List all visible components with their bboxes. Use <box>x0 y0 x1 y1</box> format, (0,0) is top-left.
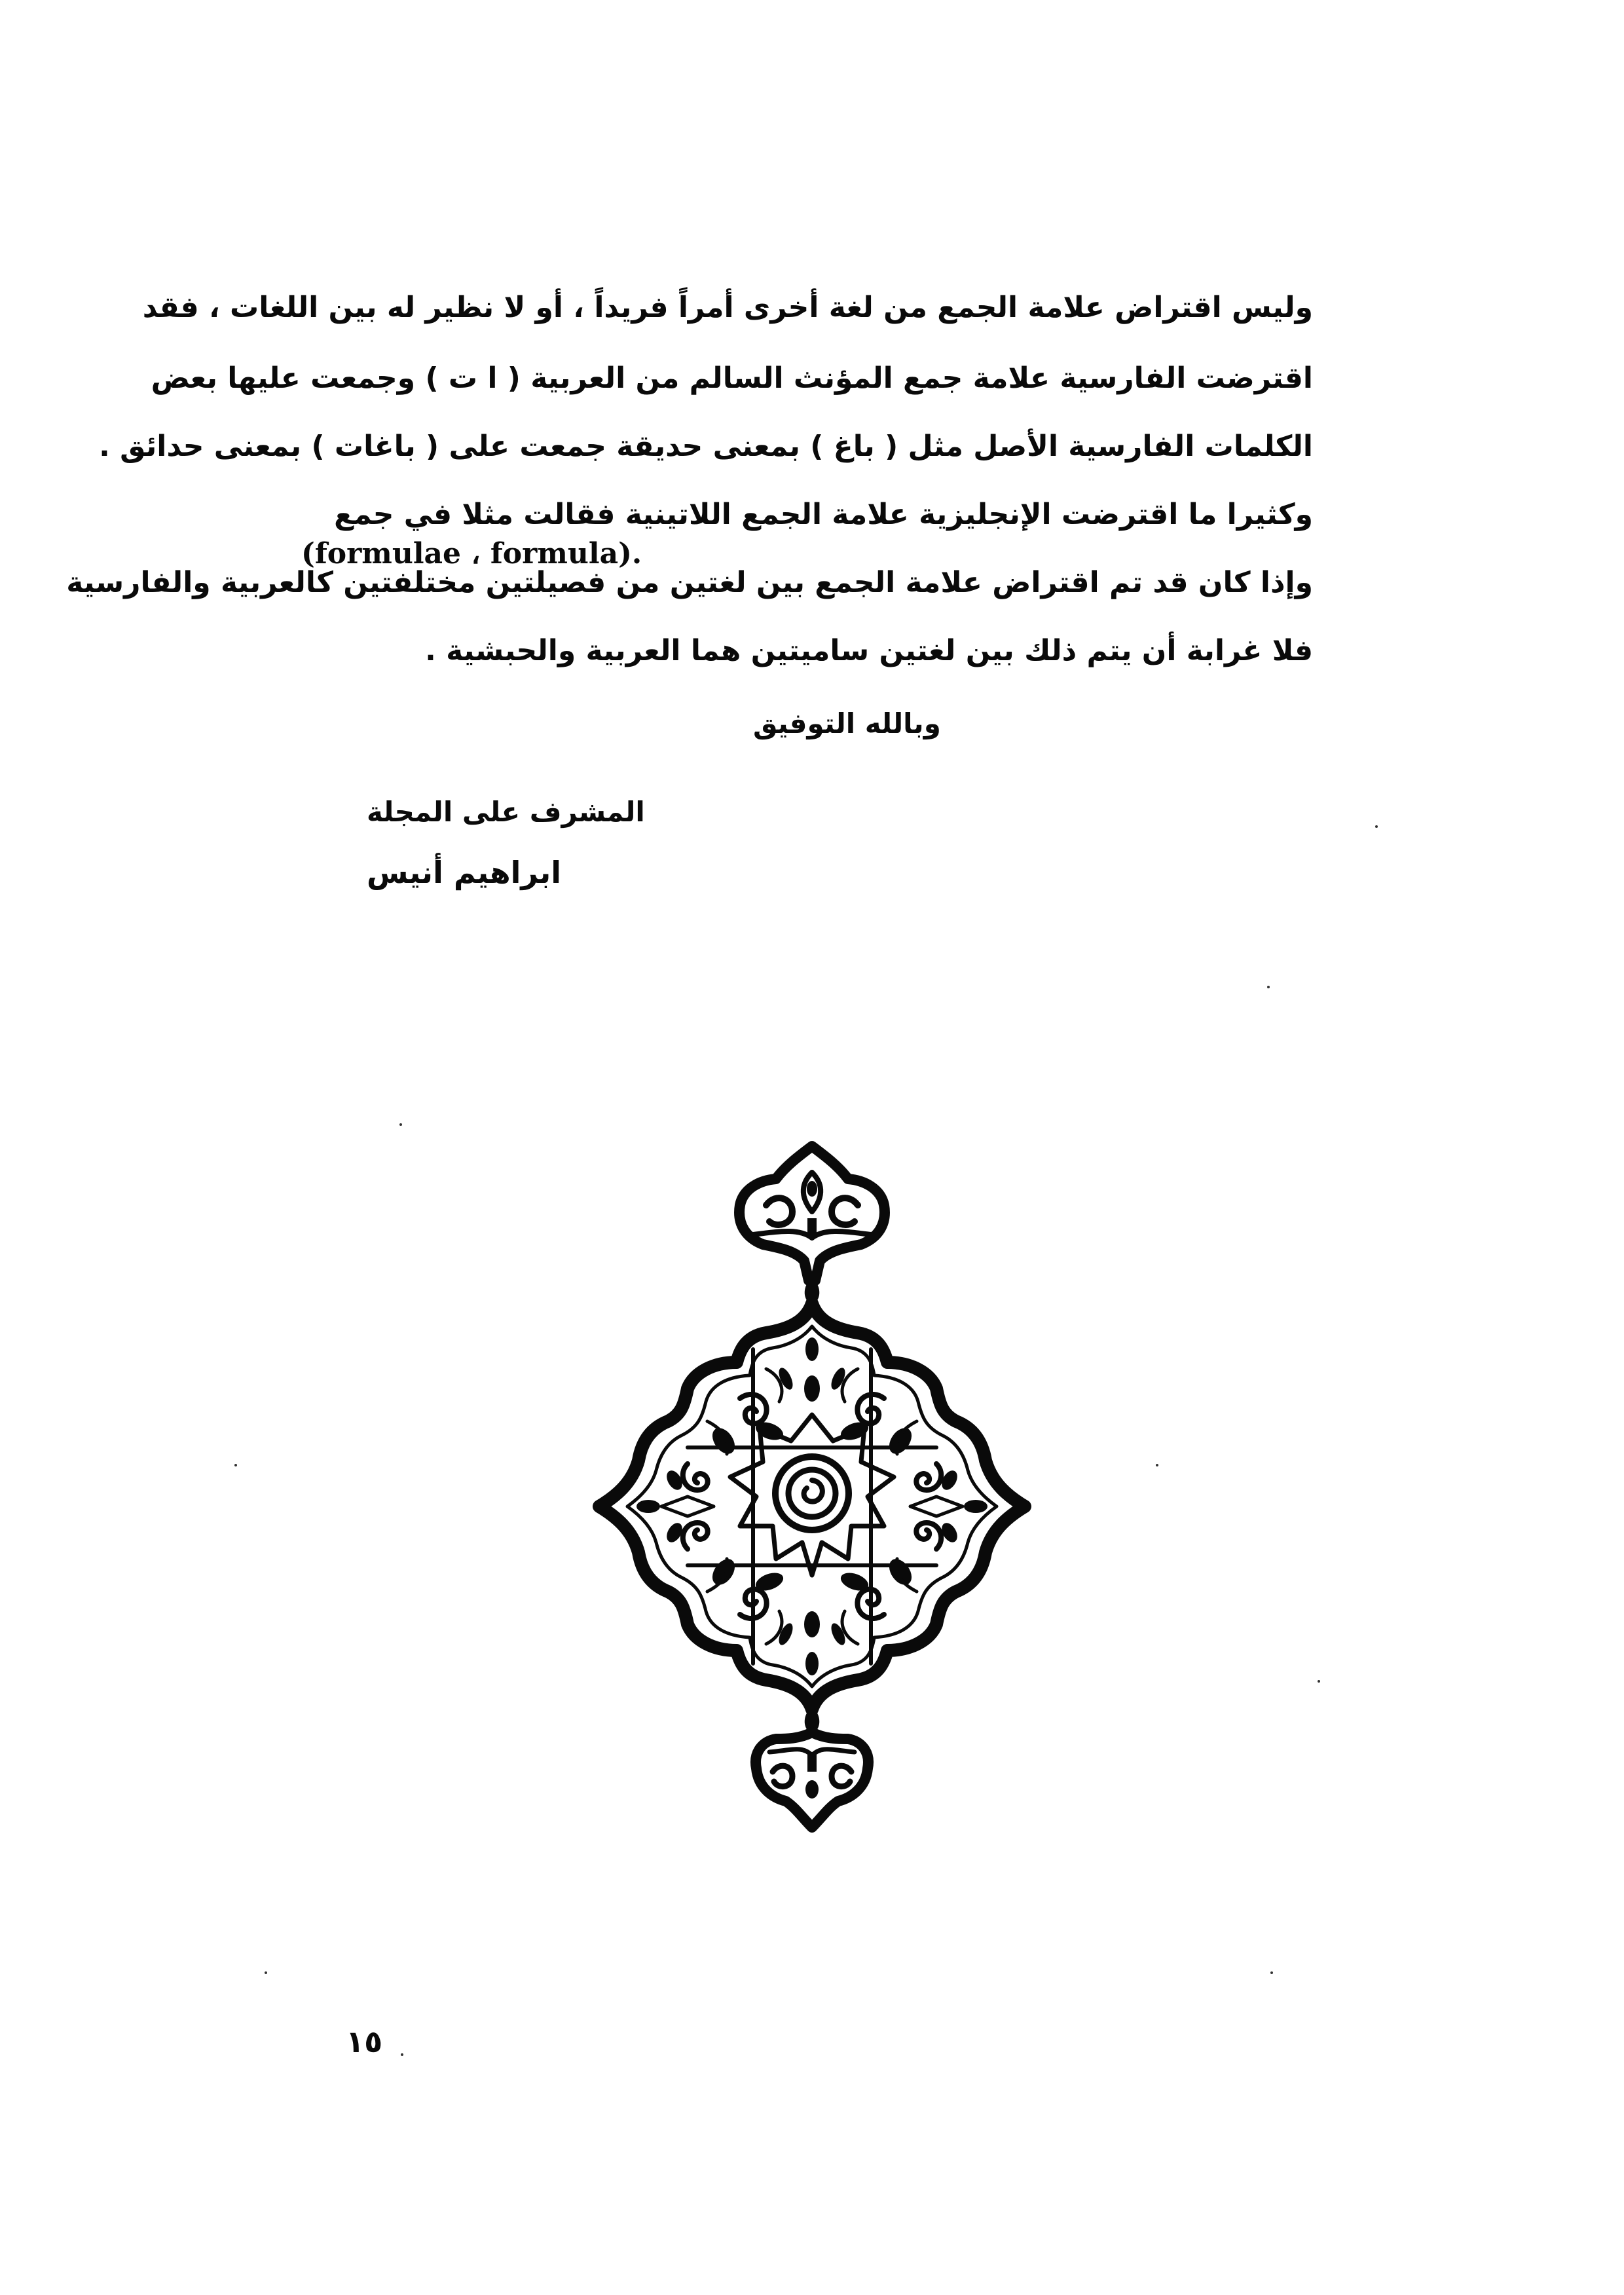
scan-speck <box>1318 1680 1320 1683</box>
scan-speck <box>1270 1971 1273 1974</box>
text-line-2: اقترضت الفارسية علامة جمع المؤنث السالم من العربية ( ا ت ) وجمعت عليها بعض <box>151 362 1313 395</box>
latin-example: (formulae ، formula). <box>301 537 642 570</box>
scan-speck <box>1267 986 1270 988</box>
arabesque-ornament-icon <box>589 1140 1035 1834</box>
text-line-1: وليس اقتراض علامة الجمع من لغة أخرى أمراً فريداً ، أو لا نظير له بين اللغات ، فقد <box>142 291 1313 324</box>
text-line-4-arabic: وكثيرا ما اقترضت الإنجليزية علامة الجمع اللاتينية فقالت مثلا في جمع <box>334 498 1313 531</box>
scan-speck <box>1156 1464 1158 1466</box>
text-line-6: فلا غرابة أن يتم ذلك بين لغتين ساميتين هما العربية والحبشية . <box>425 634 1313 667</box>
text-line-4 <box>301 495 1313 574</box>
scan-speck <box>399 1123 402 1126</box>
scan-speck <box>401 2053 403 2056</box>
signature-title: المشرف على المجلة <box>367 796 645 828</box>
page-number: ١٥ <box>346 2024 383 2059</box>
scan-speck <box>1375 825 1378 828</box>
scan-speck <box>265 1971 267 1974</box>
scan-speck <box>234 1464 237 1466</box>
signature-name: ابراهيم أنيس <box>367 855 562 890</box>
text-line-3: الكلمات الفارسية الأصل مثل ( باغ ) بمعنى حديقة جمعت على ( باغات ) بمعنى حدائق . <box>99 430 1313 463</box>
closing-phrase: وبالله التوفيق <box>753 707 941 739</box>
text-line-5: وإذا كان قد تم اقتراض علامة الجمع بين لغتين من فصيلتين مختلفتين كالعربية والفارسية <box>66 566 1313 599</box>
